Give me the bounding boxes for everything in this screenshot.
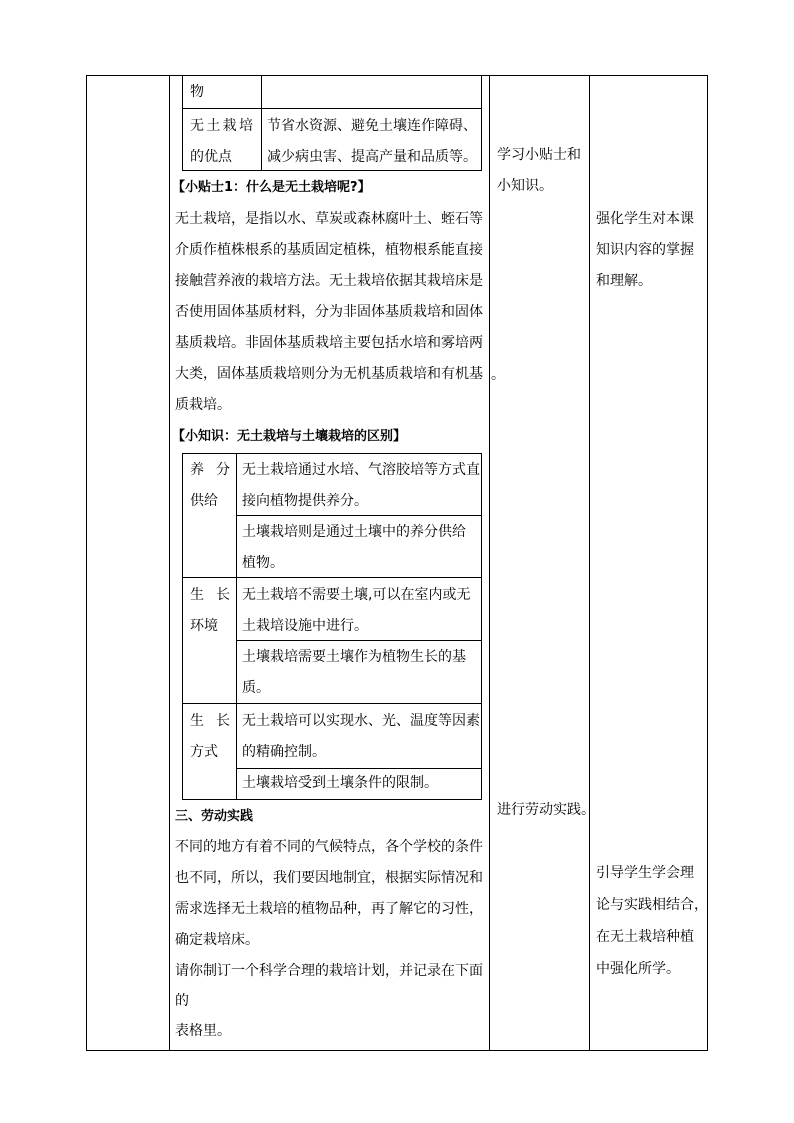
cmp-cell-line: 接向植物提供养分。 [242,493,368,509]
cmp-row-label-line1: 生 长 [190,713,230,729]
cmp-soil-cell [242,642,466,704]
tip1-line: 基质栽培。非固体基质栽培主要包括水培和雾培两 [175,335,483,351]
cmp-row-label [190,580,230,642]
student-dot: 。 [491,367,505,383]
cmp-cell-line: 土壤栽培需要土壤作为植物生长的基 [242,649,466,665]
cmp-soil-cell [242,517,466,579]
design-intent-line: 论与实践相结合， [596,897,708,913]
cmp-soilless-cell [242,706,480,768]
adv-row-divider [182,108,482,109]
adv-mid-border [261,75,262,171]
student-activity-line: 学习小贴士和 [497,147,581,163]
student-activity-2: 进行劳动实践。 [497,802,595,818]
design-intent-line: 知识内容的掌握 [596,242,694,258]
cmp-left-border [182,453,183,800]
cmp-cell-line: 的精确控制。 [242,744,326,760]
cmp-mid-border [236,453,237,800]
cmp-row-label-line2: 环境 [190,618,218,634]
design-intent-1 [596,204,694,297]
adv-right-border [481,75,482,171]
practice-line: 确定栽培床。 [175,932,259,948]
col-divider-1 [169,75,170,1051]
tip1-line: 无土栽培，是指以水、草炭或森林腐叶土、蛭石等 [175,211,483,227]
adv-row2-label [190,111,253,173]
practice-heading: 三、劳动实践 [175,809,254,824]
cmp-soilless-cell [242,455,480,517]
cmp-soil-cell [242,768,438,799]
cmp-cell-line: 植物。 [242,555,284,571]
cmp-cell-line: 无土栽培不需要土壤,可以在室内或无 [242,587,471,603]
adv-row2-text-line1: 节省水资源、避免土壤连作障碍、 [267,118,477,134]
design-intent-line: 强化学生对本课 [596,211,694,227]
cmp-top-border [182,453,482,454]
practice-line: 请你制订一个科学合理的栽培计划，并记录在下面 [175,963,483,979]
cmp-cell-line: 土栽培设施中进行。 [242,618,368,634]
student-activity-1 [497,140,581,202]
outer-left-border [86,75,87,1051]
cmp-cell-line: 土壤栽培受到土壤条件的限制。 [242,775,438,791]
cmp-cell-line: 质。 [242,680,270,696]
tip1-line: 介质作植株根系的基质固定植株，植物根系能直接 [175,242,483,258]
design-intent-line: 在无土栽培种植 [596,929,694,945]
design-intent-line: 中强化所学。 [596,961,680,977]
tip1-line: 大类，固体基质栽培则分为无机基质栽培和有机基 [175,366,483,382]
design-intent-line: 和理解。 [596,273,652,289]
tip1-line: 否使用固体基质材料，分为非固体基质栽培和固体 [175,304,483,320]
practice-body [175,832,483,1046]
adv-row2-label-line2: 的优点 [190,149,232,165]
student-activity-line: 小知识。 [497,178,553,194]
practice-line: 表格里。 [175,1023,231,1039]
cmp-row-label-line1: 生 长 [190,587,230,603]
practice-line: 也不同，所以，我们要因地制宜，根据实际情况和 [175,870,483,886]
cmp-bottom-border [182,799,482,800]
col-divider-2 [489,75,490,1051]
practice-line: 不同的地方有着不同的气候特点，各个学校的条件 [175,839,483,855]
adv-row2-text-line2: 减少病虫害、提高产量和品质等。 [267,149,477,165]
practice-line: 的 [175,993,189,1009]
cmp-soilless-cell [242,580,470,642]
knowledge-heading: 【小知识：无土栽培与土壤栽培的区别】 [172,429,407,444]
practice-line: 需求选择无土栽培的植物品种，再了解它的习性， [175,901,483,917]
outer-bottom-border [86,1050,708,1051]
tip1-line: 质栽培。 [175,397,231,413]
cmp-cell-line: 无土栽培通过水培、气溶胶培等方式直 [242,462,480,478]
adv-row2-text [267,111,477,173]
cmp-row-label-line2: 供给 [190,493,218,509]
outer-top-border [86,75,708,76]
cmp-cell-line: 无土栽培可以实现水、光、温度等因素 [242,713,480,729]
adv-row1-label: 物 [190,84,204,100]
tip1-line: 接触营养液的栽培方法。无土栽培依据其栽培床是 [175,273,483,289]
cmp-row-label-line2: 方式 [190,744,218,760]
adv-row2-label-line1: 无土栽培 [190,118,253,134]
cmp-cell-line: 土壤栽培则是通过土壤中的养分供给 [242,524,466,540]
tip1-body [175,204,483,421]
cmp-right-border [481,453,482,800]
design-intent-2 [596,857,708,985]
design-intent-line: 引导学生学会理 [596,865,694,881]
cmp-row-label [190,706,230,768]
cmp-row-label [190,455,230,517]
adv-left-border [182,75,183,171]
cmp-row-label-line1: 养 分 [190,462,230,478]
col-divider-3 [589,75,590,1051]
tip1-heading: 【小贴士1：什么是无土栽培呢?】 [172,180,371,195]
